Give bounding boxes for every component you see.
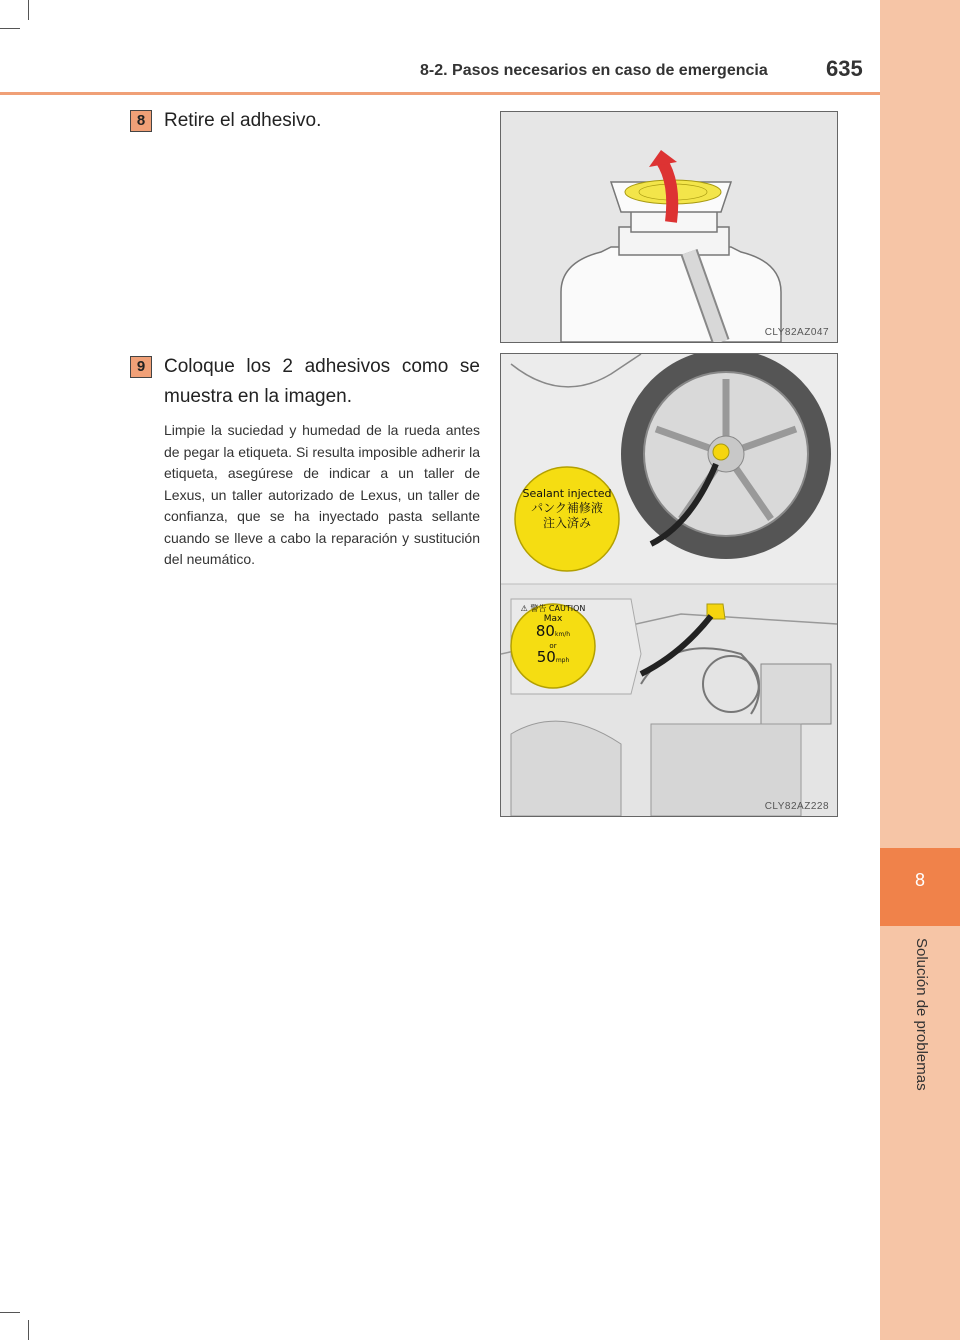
speed-sticker-mph: 50 [536,648,556,666]
speed-sticker-mph-unit: mph [555,657,570,664]
speed-sticker-warning: 警告 [530,604,547,613]
crop-mark [0,1312,20,1313]
figure-remove-sticker [500,111,838,343]
figure-code: CLY82AZ047 [764,327,829,338]
chapter-number: 8 [914,870,925,890]
speed-sticker-kmh: 80 [535,622,555,640]
page-number: 635 [826,56,863,81]
speed-sticker [515,603,591,668]
sealant-sticker-jp2: 注入済み [542,516,591,530]
step-number-9: 9 [130,356,152,378]
sealant-sticker-jp1: パンク補修液 [531,501,603,515]
bottle-illustration [501,112,837,342]
section-title: 8-2. Pasos necesarios en caso de emergencia [420,62,768,79]
chapter-sidebar [880,0,960,1340]
step-9-note: Limpie la suciedad y humedad de la rueda antes de pegar la etiqueta. Si resulta imposible adherir la etiqueta, asegúrese de indicar a un taller de Lexus, un taller autorizado de Lexus, un taller de confianza, que se ha inyectado pasta sellante cuando se lleve a cabo la reparación y sustitución del neumático. [164,422,480,567]
crop-mark [28,1320,29,1340]
crop-mark [28,0,29,20]
header-rule [0,92,880,95]
crop-mark [0,28,20,29]
step-9-text-line1: Coloque los 2 adhesivos como se [164,356,480,377]
warning-icon: ⚠ [520,604,528,613]
figure-place-stickers [500,353,838,817]
speed-sticker-or: or [549,642,557,650]
speed-sticker-kmh-unit: km/h [554,631,571,638]
chapter-title: Solución de problemas [913,938,930,1091]
sealant-sticker-en: Sealant injected [522,487,612,500]
speed-sticker-caution: CAUTION [548,604,586,613]
speed-sticker-caution-row [515,603,591,614]
step-number-8: 8 [130,110,152,132]
sealant-sticker [517,486,617,531]
car-illustration [501,354,837,816]
speed-sticker-mph-row [515,650,591,668]
step-9-text-line2: muestra en la imagen. [164,386,352,407]
speed-sticker-max: Max [543,614,563,624]
figure-code: CLY82AZ228 [764,801,829,812]
step-8-text: Retire el adhesivo. [164,110,322,131]
speed-sticker-kmh-row [515,624,591,642]
